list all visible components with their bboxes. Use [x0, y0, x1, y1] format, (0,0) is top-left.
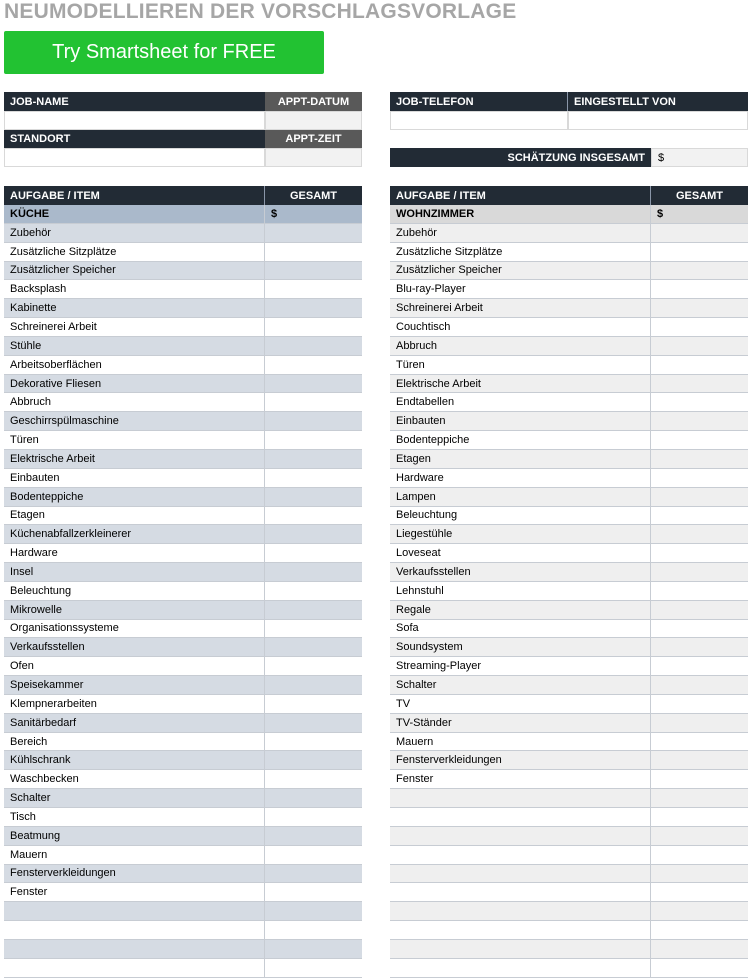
item-label[interactable]: Schalter: [390, 676, 651, 694]
item-total[interactable]: [265, 299, 362, 317]
item-total[interactable]: [651, 544, 748, 562]
item-label[interactable]: Beatmung: [4, 827, 265, 845]
item-label[interactable]: Abbruch: [390, 337, 651, 355]
item-total[interactable]: [651, 751, 748, 769]
table-row: [4, 450, 362, 469]
item-total[interactable]: [651, 789, 748, 807]
table-row: [4, 224, 362, 243]
appt-date-field[interactable]: [265, 111, 362, 130]
table-row: [390, 959, 748, 978]
item-label[interactable]: Fensterverkleidungen: [4, 865, 265, 883]
item-label[interactable]: Zusätzliche Sitzplätze: [390, 243, 651, 261]
table-row: [4, 243, 362, 262]
item-label[interactable]: [390, 959, 651, 977]
appt-time-field[interactable]: [265, 148, 362, 167]
item-total[interactable]: [651, 620, 748, 638]
item-total[interactable]: [265, 921, 362, 939]
item-label[interactable]: Etagen: [390, 450, 651, 468]
table-row: [390, 657, 748, 676]
item-label[interactable]: Speisekammer: [4, 676, 265, 694]
item-label[interactable]: Klempnerarbeiten: [4, 695, 265, 713]
table-row: [390, 733, 748, 752]
table-row: [4, 770, 362, 789]
table-row: [4, 695, 362, 714]
item-label[interactable]: Elektrische Arbeit: [390, 375, 651, 393]
table-row: [390, 940, 748, 959]
living-room-table: [390, 186, 748, 978]
item-total[interactable]: [651, 714, 748, 732]
item-total[interactable]: [651, 846, 748, 864]
table-row: [390, 620, 748, 639]
item-total[interactable]: [651, 808, 748, 826]
item-label[interactable]: Streaming-Player: [390, 657, 651, 675]
item-total[interactable]: [265, 846, 362, 864]
table-row: [4, 902, 362, 921]
item-label[interactable]: Einbauten: [4, 469, 265, 487]
item-total[interactable]: [651, 356, 748, 374]
category-total[interactable]: $: [271, 207, 278, 220]
table-row: [4, 714, 362, 733]
item-label[interactable]: [390, 883, 651, 901]
table-row: [4, 412, 362, 431]
item-label[interactable]: Endtabellen: [390, 393, 651, 411]
table-row: [390, 751, 748, 770]
appt-date-header: APPT-DATUM: [265, 92, 362, 111]
item-total[interactable]: [651, 563, 748, 581]
table-row: [4, 431, 362, 450]
table-row: [4, 507, 362, 526]
table-row: [390, 883, 748, 902]
item-label[interactable]: Bereich: [4, 733, 265, 751]
item-label[interactable]: [390, 865, 651, 883]
item-total[interactable]: [265, 337, 362, 355]
item-label[interactable]: Zubehör: [4, 224, 265, 242]
location-header: STANDORT: [4, 130, 265, 148]
item-total[interactable]: [651, 224, 748, 242]
table-row: [4, 318, 362, 337]
item-label[interactable]: Insel: [4, 563, 265, 581]
table-row: [4, 356, 362, 375]
item-label[interactable]: [390, 902, 651, 920]
table-row: [390, 638, 748, 657]
job-phone-field[interactable]: [390, 111, 568, 130]
table-row: [4, 940, 362, 959]
table-row: [390, 299, 748, 318]
item-total[interactable]: [651, 488, 748, 506]
item-label[interactable]: [390, 789, 651, 807]
item-total[interactable]: [651, 902, 748, 920]
item-label[interactable]: Verkaufsstellen: [390, 563, 651, 581]
item-total[interactable]: [265, 676, 362, 694]
item-total[interactable]: [651, 412, 748, 430]
item-total[interactable]: [651, 582, 748, 600]
item-label[interactable]: Waschbecken: [4, 770, 265, 788]
appt-time-header: APPT-ZEIT: [265, 130, 362, 148]
item-label[interactable]: Fensterverkleidungen: [390, 751, 651, 769]
item-total[interactable]: [265, 224, 362, 242]
item-label[interactable]: Stühle: [4, 337, 265, 355]
item-label[interactable]: Beleuchtung: [390, 507, 651, 525]
table-row: [390, 827, 748, 846]
item-label[interactable]: Fenster: [390, 770, 651, 788]
table-row: [390, 375, 748, 394]
try-smartsheet-button[interactable]: Try Smartsheet for FREE: [4, 31, 324, 74]
table-row: [390, 243, 748, 262]
item-label[interactable]: Schreinerei Arbeit: [4, 318, 265, 336]
table-row: [390, 770, 748, 789]
item-label[interactable]: [390, 940, 651, 958]
item-label[interactable]: Bodenteppiche: [4, 488, 265, 506]
item-total[interactable]: [651, 733, 748, 751]
item-total[interactable]: [265, 412, 362, 430]
living-room-table-header: [390, 186, 748, 205]
item-label[interactable]: Zusätzliche Sitzplätze: [4, 243, 265, 261]
table-row: [4, 751, 362, 770]
table-row: [4, 657, 362, 676]
item-label[interactable]: Backsplash: [4, 280, 265, 298]
table-row: [390, 582, 748, 601]
item-total[interactable]: [265, 488, 362, 506]
table-row: [390, 412, 748, 431]
item-total[interactable]: [651, 676, 748, 694]
item-label[interactable]: Fenster: [4, 883, 265, 901]
table-row: [390, 262, 748, 281]
table-row: [390, 846, 748, 865]
kitchen-col-task: AUFGABE / ITEM: [4, 186, 265, 205]
living-col-total: GESAMT: [675, 189, 724, 202]
item-label[interactable]: Türen: [390, 356, 651, 374]
item-total[interactable]: [651, 299, 748, 317]
table-row: [4, 563, 362, 582]
table-row: [4, 676, 362, 695]
table-row: [4, 337, 362, 356]
item-label[interactable]: [4, 902, 265, 920]
item-total[interactable]: [265, 375, 362, 393]
living-col-task: AUFGABE / ITEM: [390, 186, 651, 205]
table-row: [4, 582, 362, 601]
item-total[interactable]: [651, 507, 748, 525]
item-total[interactable]: [651, 431, 748, 449]
item-label[interactable]: Bodenteppiche: [390, 431, 651, 449]
category-label: WOHNZIMMER: [390, 205, 651, 223]
table-row: [4, 469, 362, 488]
item-label[interactable]: Soundsystem: [390, 638, 651, 656]
item-label[interactable]: [390, 808, 651, 826]
category-total[interactable]: $: [657, 207, 664, 220]
table-row: [390, 808, 748, 827]
table-row: [4, 827, 362, 846]
item-label[interactable]: Elektrische Arbeit: [4, 450, 265, 468]
item-total[interactable]: [265, 450, 362, 468]
table-row: [390, 356, 748, 375]
item-label[interactable]: Sanitärbedarf: [4, 714, 265, 732]
item-total[interactable]: [651, 280, 748, 298]
table-row: [4, 865, 362, 884]
table-row: [390, 337, 748, 356]
item-total[interactable]: [265, 883, 362, 901]
table-row: [4, 808, 362, 827]
item-total[interactable]: [265, 638, 362, 656]
job-phone-header: JOB-TELEFON: [390, 92, 568, 111]
item-label[interactable]: [4, 921, 265, 939]
table-row: [390, 789, 748, 808]
item-total[interactable]: [265, 356, 362, 374]
item-total[interactable]: [651, 601, 748, 619]
item-label[interactable]: Küchenabfallzerkleinerer: [4, 525, 265, 543]
item-total[interactable]: [265, 582, 362, 600]
item-total[interactable]: [265, 601, 362, 619]
item-total[interactable]: [651, 770, 748, 788]
item-total[interactable]: [265, 789, 362, 807]
item-total[interactable]: [265, 751, 362, 769]
table-row: [390, 318, 748, 337]
item-label[interactable]: Türen: [4, 431, 265, 449]
table-row: [4, 959, 362, 978]
item-label[interactable]: Dekorative Fliesen: [4, 375, 265, 393]
item-total[interactable]: [265, 393, 362, 411]
item-label[interactable]: Etagen: [4, 507, 265, 525]
item-total[interactable]: [265, 544, 362, 562]
item-label[interactable]: Mauern: [390, 733, 651, 751]
item-label[interactable]: Lampen: [390, 488, 651, 506]
item-total[interactable]: [651, 865, 748, 883]
hired-by-header: EINGESTELLT VON: [568, 92, 748, 111]
item-total[interactable]: [265, 770, 362, 788]
item-total[interactable]: [651, 318, 748, 336]
item-total[interactable]: [651, 827, 748, 845]
item-total[interactable]: [651, 695, 748, 713]
table-row: [4, 299, 362, 318]
item-total[interactable]: [651, 375, 748, 393]
item-label[interactable]: Blu-ray-Player: [390, 280, 651, 298]
item-total[interactable]: [265, 865, 362, 883]
table-row: [4, 488, 362, 507]
item-total[interactable]: [265, 902, 362, 920]
item-label[interactable]: Zusätzlicher Speicher: [390, 262, 651, 280]
item-label[interactable]: Loveseat: [390, 544, 651, 562]
item-label[interactable]: [4, 959, 265, 977]
item-total[interactable]: [265, 563, 362, 581]
item-total[interactable]: [265, 808, 362, 826]
item-label[interactable]: Mikrowelle: [4, 601, 265, 619]
kitchen-table-header: [4, 186, 362, 205]
item-total[interactable]: [265, 243, 362, 261]
item-total[interactable]: [651, 525, 748, 543]
table-row: [390, 676, 748, 695]
item-label[interactable]: Sofa: [390, 620, 651, 638]
item-label[interactable]: TV-Ständer: [390, 714, 651, 732]
table-row: [390, 563, 748, 582]
item-label[interactable]: Hardware: [4, 544, 265, 562]
table-row: [4, 638, 362, 657]
item-label[interactable]: Kabinette: [4, 299, 265, 317]
table-row: [390, 469, 748, 488]
item-label[interactable]: Schreinerei Arbeit: [390, 299, 651, 317]
table-row: [4, 620, 362, 639]
item-total[interactable]: [265, 940, 362, 958]
item-label[interactable]: Arbeitsoberflächen: [4, 356, 265, 374]
item-total[interactable]: [651, 243, 748, 261]
item-total[interactable]: [265, 507, 362, 525]
table-row: [390, 921, 748, 940]
item-total[interactable]: [265, 525, 362, 543]
location-field[interactable]: [4, 148, 265, 167]
table-row: [390, 714, 748, 733]
job-name-field[interactable]: [4, 111, 265, 130]
item-label[interactable]: Schalter: [4, 789, 265, 807]
item-label[interactable]: Beleuchtung: [4, 582, 265, 600]
item-total[interactable]: [651, 393, 748, 411]
table-row: [390, 695, 748, 714]
item-total[interactable]: [651, 657, 748, 675]
table-row: [390, 488, 748, 507]
item-label[interactable]: [390, 846, 651, 864]
table-row: [390, 280, 748, 299]
item-label[interactable]: Geschirrspülmaschine: [4, 412, 265, 430]
table-row: [4, 789, 362, 808]
estimate-total-label: SCHÄTZUNG INSGESAMT: [390, 148, 651, 167]
table-row: [4, 280, 362, 299]
item-label[interactable]: Organisationssysteme: [4, 620, 265, 638]
item-total[interactable]: [265, 280, 362, 298]
item-total[interactable]: [651, 337, 748, 355]
item-total[interactable]: [265, 733, 362, 751]
item-label[interactable]: Lehnstuhl: [390, 582, 651, 600]
table-row: [390, 544, 748, 563]
table-row: [4, 846, 362, 865]
item-total[interactable]: [651, 469, 748, 487]
item-label[interactable]: [390, 827, 651, 845]
item-label[interactable]: Zusätzlicher Speicher: [4, 262, 265, 280]
item-label[interactable]: Zubehör: [390, 224, 651, 242]
table-row: [4, 544, 362, 563]
kitchen-col-total: GESAMT: [289, 189, 338, 202]
table-row: [4, 262, 362, 281]
item-total[interactable]: [651, 262, 748, 280]
item-label[interactable]: Hardware: [390, 469, 651, 487]
living-room-category-row: [390, 205, 748, 224]
item-total[interactable]: [265, 318, 362, 336]
table-row: [390, 902, 748, 921]
kitchen-table: [4, 186, 362, 978]
table-row: [390, 450, 748, 469]
item-label[interactable]: Liegestühle: [390, 525, 651, 543]
table-row: [390, 601, 748, 620]
table-row: [4, 393, 362, 412]
item-label[interactable]: Regale: [390, 601, 651, 619]
table-row: [4, 733, 362, 752]
item-label[interactable]: Ofen: [4, 657, 265, 675]
kitchen-category-row: [4, 205, 362, 224]
item-label[interactable]: Couchtisch: [390, 318, 651, 336]
item-total[interactable]: [651, 883, 748, 901]
item-label[interactable]: Mauern: [4, 846, 265, 864]
category-label: KÜCHE: [4, 205, 265, 223]
item-total[interactable]: [265, 657, 362, 675]
table-row: [4, 883, 362, 902]
page-title: NEUMODELLIEREN DER VORSCHLAGSVORLAGE: [4, 0, 517, 23]
table-row: [390, 507, 748, 526]
item-total[interactable]: [651, 940, 748, 958]
item-total[interactable]: [265, 262, 362, 280]
table-row: [4, 525, 362, 544]
table-row: [4, 375, 362, 394]
hired-by-field[interactable]: [568, 111, 748, 130]
table-row: [4, 921, 362, 940]
table-row: [4, 601, 362, 620]
item-total[interactable]: [265, 469, 362, 487]
item-total[interactable]: [265, 695, 362, 713]
item-total[interactable]: [651, 450, 748, 468]
item-total[interactable]: [651, 921, 748, 939]
item-label[interactable]: [390, 921, 651, 939]
table-row: [390, 393, 748, 412]
table-row: [390, 865, 748, 884]
item-label[interactable]: Einbauten: [390, 412, 651, 430]
table-row: [390, 224, 748, 243]
item-label[interactable]: Tisch: [4, 808, 265, 826]
estimate-total-value[interactable]: $: [651, 148, 748, 167]
item-label[interactable]: Kühlschrank: [4, 751, 265, 769]
item-total[interactable]: [265, 714, 362, 732]
item-label[interactable]: Verkaufsstellen: [4, 638, 265, 656]
item-total[interactable]: [265, 620, 362, 638]
item-label[interactable]: [4, 940, 265, 958]
item-total[interactable]: [265, 827, 362, 845]
item-total[interactable]: [651, 959, 748, 977]
table-row: [390, 431, 748, 450]
table-row: [390, 525, 748, 544]
job-name-header: JOB-NAME: [4, 92, 265, 111]
item-label[interactable]: Abbruch: [4, 393, 265, 411]
item-total[interactable]: [651, 638, 748, 656]
item-total[interactable]: [265, 431, 362, 449]
item-label[interactable]: TV: [390, 695, 651, 713]
item-total[interactable]: [265, 959, 362, 977]
